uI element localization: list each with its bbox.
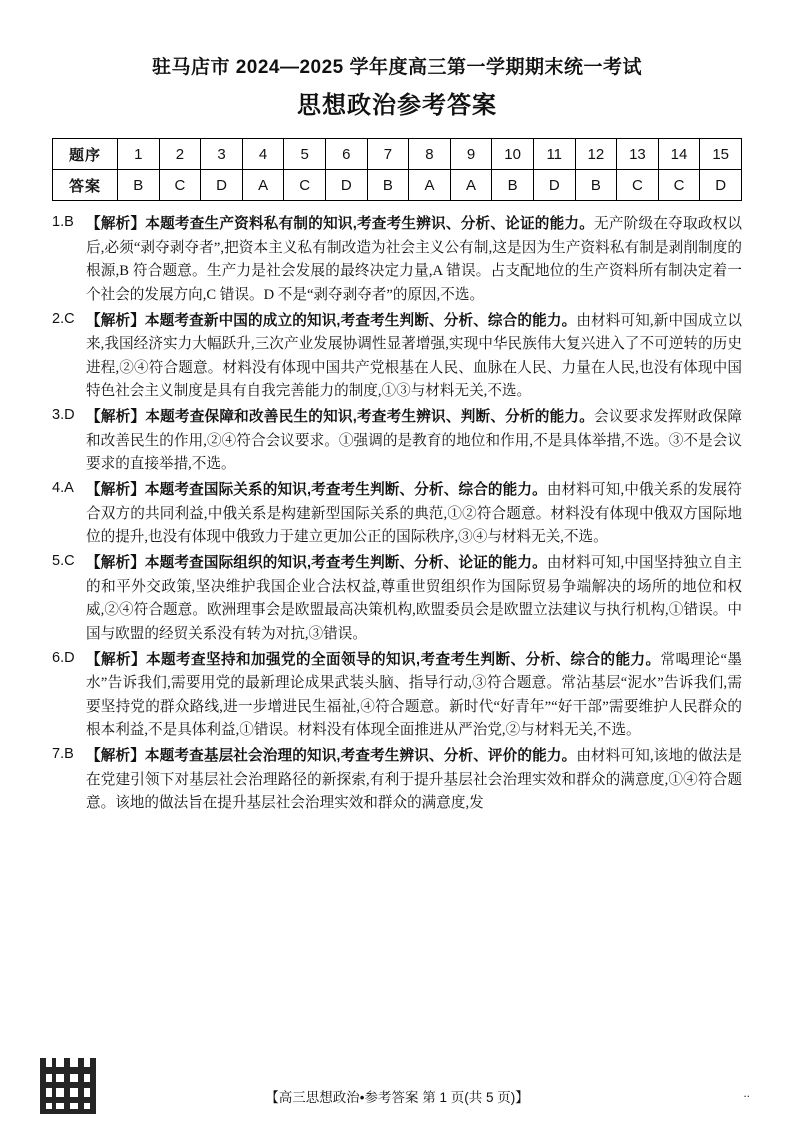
question-number-cell: 11 (533, 139, 575, 170)
corner-mark: .. (743, 1086, 750, 1100)
question-number-cell: 3 (201, 139, 243, 170)
explanation-body (86, 649, 742, 744)
answer-cell: B (118, 170, 160, 201)
question-number-cell: 4 (242, 139, 284, 170)
answer-cell: B (367, 170, 409, 201)
question-number-cell: 6 (325, 139, 367, 170)
explanation-item (52, 406, 742, 477)
answer-cell: C (284, 170, 326, 201)
question-number-cell: 8 (409, 139, 451, 170)
explanation-lead: 【解析】本题考查国际组织的知识,考查考生判断、分析、论证的能力。 (86, 554, 547, 571)
explanation-number: 1.B (52, 214, 74, 230)
explanation-body (86, 310, 742, 405)
footer-text: 【高三思想政治•参考答案 第 1 页(共 5 页)】 (265, 1090, 529, 1105)
answer-cell: D (201, 170, 243, 201)
explanation-lead: 【解析】本题考查生产资料私有制的知识,考查考生辨识、分析、论证的能力。 (86, 216, 595, 232)
question-number-cell: 12 (575, 139, 617, 170)
explanation-number: 4.A (52, 480, 74, 497)
explanation-body (86, 479, 742, 550)
subject-title: 思想政治参考答案 (297, 92, 497, 119)
explanation-lead: 【解析】本题考查保障和改善民生的知识,考查考生辨识、判断、分析的能力。 (86, 409, 595, 426)
question-number-cell: 13 (617, 139, 659, 170)
explanation-lead: 【解析】本题考查国际关系的知识,考查考生判断、分析、综合的能力。 (86, 482, 547, 499)
explanation-body (86, 552, 742, 647)
explanation-lead: 【解析】本题考查新中国的成立的知识,考查考生判断、分析、综合的能力。 (86, 312, 577, 329)
explanations-list (52, 213, 742, 816)
explanation-item (52, 649, 742, 744)
question-number-cell: 1 (118, 139, 160, 170)
table-row-answers (53, 170, 742, 201)
explanation-number: 6.D (52, 649, 75, 666)
question-number-cell: 9 (450, 139, 492, 170)
answer-cell: A (450, 170, 492, 201)
explanation-text: 无产阶级在夺取政权以后,必须“剥夺剥夺者”,把资本主义私有制改造为社会主义公有制,这是因为生产资料私有制是剥削制度的根源,B 符合题意。生产力是社会发展的最终决定力量,A 错误。占支配地位的生产资料所有制决定着一个社会的发展方向,C 错误。D 不是“剥夺剥夺者”的原因,不选。 (86, 216, 742, 303)
question-number-cell: 7 (367, 139, 409, 170)
answer-cell: D (533, 170, 575, 201)
explanation-item (52, 310, 742, 405)
explanation-item (52, 552, 742, 647)
explanation-lead: 【解析】本题考查坚持和加强党的全面领导的知识,考查考生判断、分析、综合的能力。 (86, 651, 661, 668)
explanation-text: 由材料可知,该地的做法是在党建引领下对基层社会治理路径的新探索,有利于提升基层社会治理实效和群众的满意度,①④符合题意。该地的做法旨在提升基层社会治理实效和群众的满意度,发 (86, 748, 742, 812)
explanation-body (86, 745, 742, 816)
explanation-number: 3.D (52, 407, 75, 424)
answer-cell: A (409, 170, 451, 201)
question-number-cell: 10 (492, 139, 534, 170)
page-title: 驻马店市 2024—2025 学年度高三第一学期期末统一考试 (151, 57, 643, 78)
explanation-item (52, 479, 742, 550)
explanation-number: 2.C (52, 310, 75, 327)
explanation-text: 由材料可知,中国坚持独立自主的和平外交政策,坚决维护我国企业合法权益,尊重世贸组织作为国际贸易争端解决的场所的地位和权威,②④符合题意。欧洲理事会是欧盟最高决策机构,欧盟委员会是欧盟立法建议与执行机构,①错误。中国与欧盟的经贸关系没有转为对抗,③错误。 (86, 554, 742, 642)
answer-cell: A (242, 170, 284, 201)
table-row-question-numbers (53, 139, 742, 170)
answer-cell: B (492, 170, 534, 201)
explanation-text: 由材料可知,新中国成立以来,我国经济实力大幅跃升,三次产业发展协调性显著增强,实现中华民族伟大复兴进入了不可逆转的历史进程,②④符合题意。材料没有体现中国共产党根基在人民、血脉在人民、力量在人民,也没有体现中国特色社会主义制度是具有自我完善能力的制度,①③与材料无关,不选。 (86, 312, 742, 400)
question-number-cell: 2 (159, 139, 201, 170)
explanation-number: 5.C (52, 552, 75, 569)
explanation-text: 会议要求发挥财政保障和改善民生的作用,②④符合会议要求。①强调的是教育的地位和作用,不是具体举措,不选。③不是会议要求的直接举措,不选。 (86, 409, 742, 473)
answer-cell: C (159, 170, 201, 201)
row-label-answer: 答案 (53, 170, 118, 201)
question-number-cell: 5 (284, 139, 326, 170)
explanation-text: 常喝理论“墨水”告诉我们,需要用党的最新理论成果武装头脑、指导行动,③符合题意。常沾基层“泥水”告诉我们,需要坚持党的群众路线,进一步增进民生福祉,④符合题意。新时代“好青年”“好干部”需要维护人民群众的根本利益,不是具体利益,①错误。材料没有体现全面推进从严治党,②与材料无关,不选。 (86, 651, 742, 739)
row-label-question: 题序 (53, 139, 118, 170)
explanation-text: 由材料可知,中俄关系的发展符合双方的共同利益,中俄关系是构建新型国际关系的典范,①②符合题意。材料没有体现中俄双方国际地位的提升,也没有体现中俄致力于建立更加公正的国际秩序,③④与材料无关,不选。 (86, 482, 742, 546)
explanation-item (52, 745, 742, 816)
question-number-cell: 14 (658, 139, 700, 170)
explanation-body (86, 406, 742, 477)
explanation-body (86, 213, 742, 308)
answer-cell: C (658, 170, 700, 201)
explanation-lead: 【解析】本题考查基层社会治理的知识,考查考生辨识、分析、评价的能力。 (86, 748, 577, 765)
explanation-number: 7.B (52, 746, 74, 763)
answer-table (52, 138, 742, 201)
answer-cell: B (575, 170, 617, 201)
answer-cell: D (700, 170, 742, 201)
answer-cell: D (325, 170, 367, 201)
question-number-cell: 15 (700, 139, 742, 170)
page-footer (0, 1084, 794, 1108)
explanation-item (52, 213, 742, 308)
answer-cell: C (617, 170, 659, 201)
